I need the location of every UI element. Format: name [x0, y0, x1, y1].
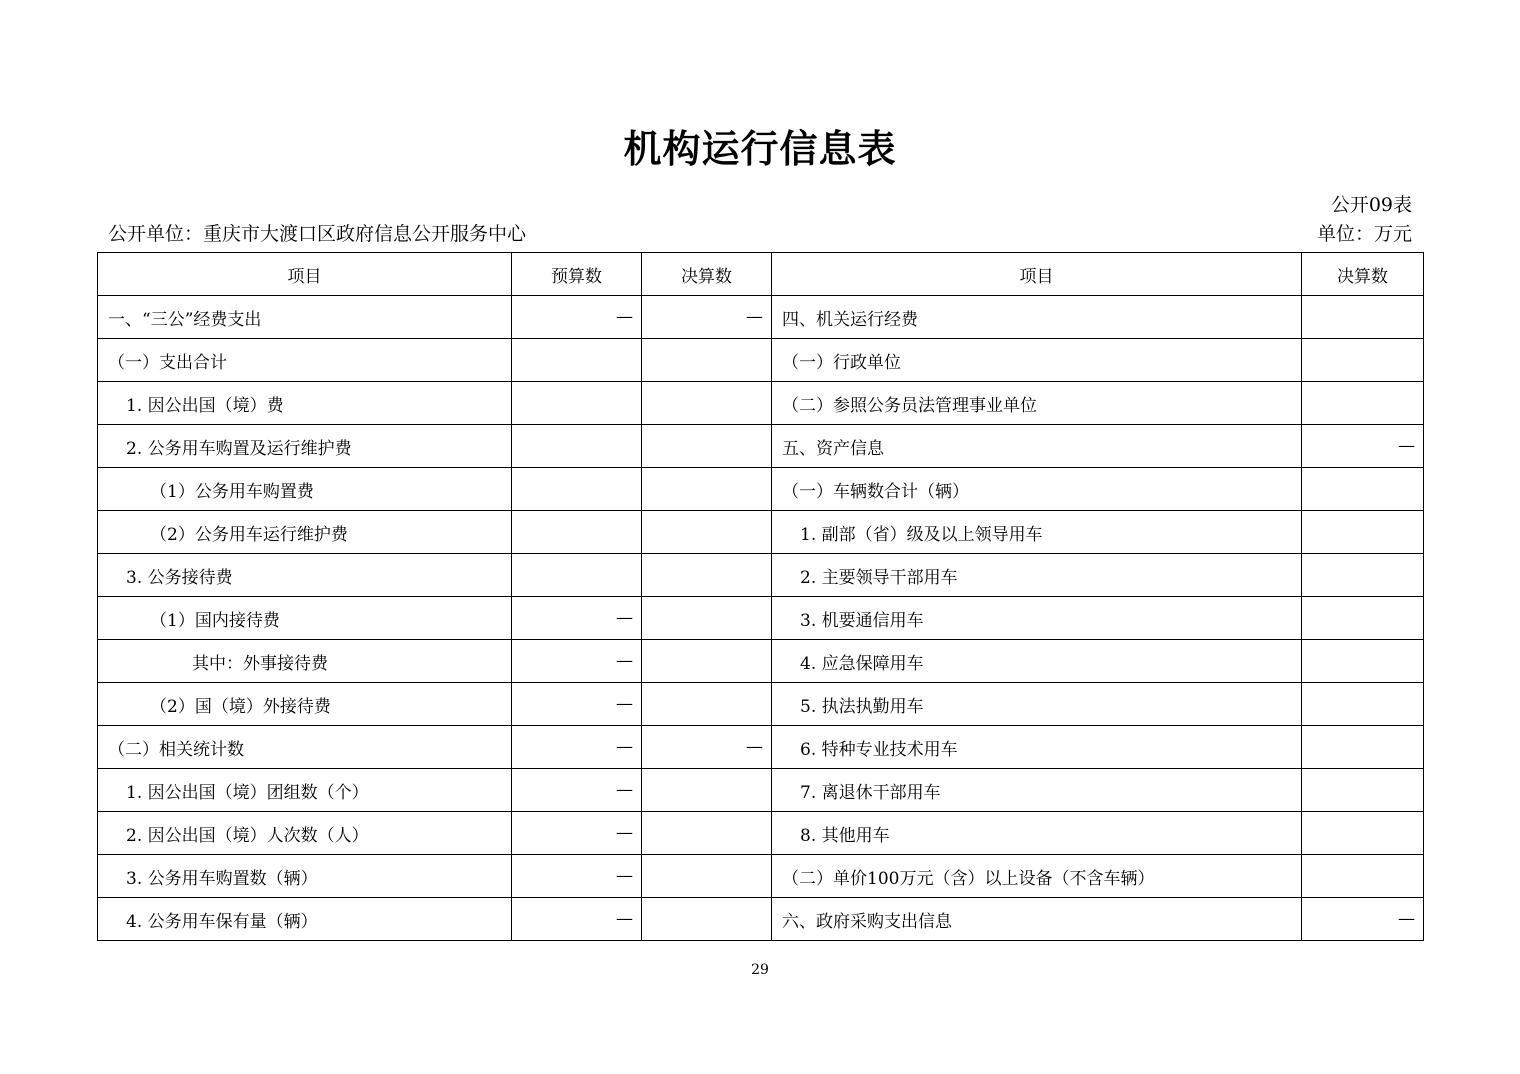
- row-final-right: [1302, 812, 1424, 855]
- row-item-left: 3. 公务接待费: [98, 554, 512, 597]
- row-item-right: 6. 特种专业技术用车: [772, 726, 1302, 769]
- row-final-right: [1302, 511, 1424, 554]
- header-final-left: 决算数: [642, 253, 772, 296]
- form-number: 公开09表: [1330, 194, 1412, 216]
- row-item-left: 其中：外事接待费: [98, 640, 512, 683]
- info-table: [97, 252, 1424, 941]
- table-row: [98, 769, 1424, 812]
- row-final-left: [642, 339, 772, 382]
- header-budget: 预算数: [512, 253, 642, 296]
- table-row: [98, 640, 1424, 683]
- row-final-right: [1302, 769, 1424, 812]
- row-item-right: 7. 离退休干部用车: [772, 769, 1302, 812]
- row-budget: [512, 554, 642, 597]
- publishing-unit: 公开单位：重庆市大渡口区政府信息公开服务中心: [108, 223, 527, 245]
- row-item-right: 5. 执法执勤用车: [772, 683, 1302, 726]
- row-item-left: 4. 公务用车保有量（辆）: [98, 898, 512, 941]
- row-item-left: 2. 因公出国（境）人次数（人）: [98, 812, 512, 855]
- row-budget: —: [512, 769, 642, 812]
- row-final-right: [1302, 554, 1424, 597]
- table-row: [98, 296, 1424, 339]
- row-final-left: [642, 382, 772, 425]
- row-item-left: （2）国（境）外接待费: [98, 683, 512, 726]
- row-item-left: 3. 公务用车购置数（辆）: [98, 855, 512, 898]
- table-row: [98, 554, 1424, 597]
- row-budget: [512, 425, 642, 468]
- row-budget: —: [512, 812, 642, 855]
- table-row: [98, 726, 1424, 769]
- row-item-left: 1. 因公出国（境）团组数（个）: [98, 769, 512, 812]
- row-final-right: [1302, 382, 1424, 425]
- row-budget: [512, 382, 642, 425]
- row-item-right: 2. 主要领导干部用车: [772, 554, 1302, 597]
- row-final-right: [1302, 597, 1424, 640]
- page-number: 29: [751, 962, 769, 978]
- table-row: [98, 812, 1424, 855]
- row-final-left: [642, 425, 772, 468]
- row-item-right: （二）参照公务员法管理事业单位: [772, 382, 1302, 425]
- row-item-right: 六、政府采购支出信息: [772, 898, 1302, 941]
- row-budget: —: [512, 855, 642, 898]
- table-row: [98, 898, 1424, 941]
- row-final-right: [1302, 468, 1424, 511]
- row-budget: [512, 511, 642, 554]
- row-budget: —: [512, 640, 642, 683]
- page-title: 机构运行信息表: [623, 127, 897, 171]
- row-final-left: —: [642, 726, 772, 769]
- row-budget: —: [512, 726, 642, 769]
- table-header-row: [98, 253, 1424, 296]
- row-item-right: （一）车辆数合计（辆）: [772, 468, 1302, 511]
- row-item-right: 3. 机要通信用车: [772, 597, 1302, 640]
- row-item-left: 1. 因公出国（境）费: [98, 382, 512, 425]
- row-item-left: （一）支出合计: [98, 339, 512, 382]
- row-final-left: [642, 468, 772, 511]
- header-item-left: 项目: [98, 253, 512, 296]
- row-final-left: —: [642, 296, 772, 339]
- row-item-right: 4. 应急保障用车: [772, 640, 1302, 683]
- row-item-right: 8. 其他用车: [772, 812, 1302, 855]
- table-row: [98, 468, 1424, 511]
- row-budget: [512, 339, 642, 382]
- row-budget: —: [512, 683, 642, 726]
- table-row: [98, 597, 1424, 640]
- row-final-left: [642, 597, 772, 640]
- table-row: [98, 683, 1424, 726]
- row-item-right: （二）单价100万元（含）以上设备（不含车辆）: [772, 855, 1302, 898]
- money-unit: 单位：万元: [1316, 223, 1412, 245]
- row-final-left: [642, 554, 772, 597]
- row-item-right: 1. 副部（省）级及以上领导用车: [772, 511, 1302, 554]
- row-item-right: 五、资产信息: [772, 425, 1302, 468]
- table-row: [98, 382, 1424, 425]
- row-final-left: [642, 769, 772, 812]
- row-final-right: [1302, 339, 1424, 382]
- row-item-right: 四、机关运行经费: [772, 296, 1302, 339]
- header-final-right: 决算数: [1302, 253, 1424, 296]
- row-item-left: 2. 公务用车购置及运行维护费: [98, 425, 512, 468]
- row-budget: [512, 468, 642, 511]
- row-final-right: [1302, 640, 1424, 683]
- row-final-right: —: [1302, 425, 1424, 468]
- row-final-left: [642, 855, 772, 898]
- row-final-left: [642, 511, 772, 554]
- table-row: [98, 511, 1424, 554]
- row-budget: —: [512, 296, 642, 339]
- row-final-right: [1302, 683, 1424, 726]
- row-item-left: 一、“三公”经费支出: [98, 296, 512, 339]
- row-final-right: [1302, 726, 1424, 769]
- row-final-right: [1302, 855, 1424, 898]
- table-row: [98, 339, 1424, 382]
- row-final-left: [642, 683, 772, 726]
- row-item-left: （二）相关统计数: [98, 726, 512, 769]
- row-item-left: （1）公务用车购置费: [98, 468, 512, 511]
- row-item-left: （1）国内接待费: [98, 597, 512, 640]
- row-item-right: （一）行政单位: [772, 339, 1302, 382]
- row-final-right: —: [1302, 898, 1424, 941]
- row-budget: —: [512, 898, 642, 941]
- row-final-left: [642, 898, 772, 941]
- header-item-right: 项目: [772, 253, 1302, 296]
- table-row: [98, 425, 1424, 468]
- row-final-left: [642, 640, 772, 683]
- row-budget: —: [512, 597, 642, 640]
- row-final-right: [1302, 296, 1424, 339]
- row-final-left: [642, 812, 772, 855]
- table-row: [98, 855, 1424, 898]
- row-item-left: （2）公务用车运行维护费: [98, 511, 512, 554]
